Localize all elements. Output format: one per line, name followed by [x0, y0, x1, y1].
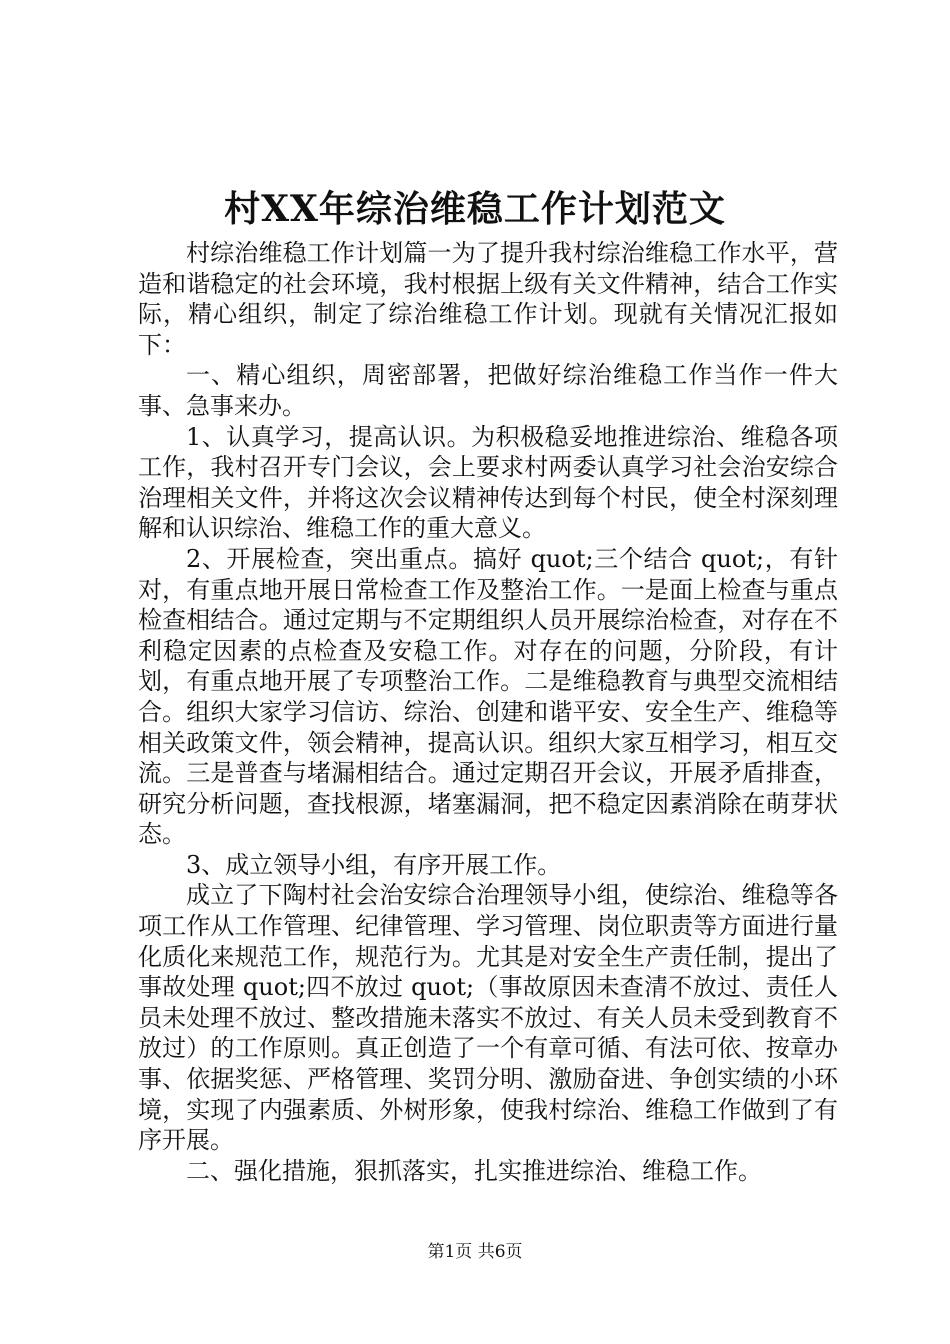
document-title: 村XX年综治维稳工作计划范文: [224, 188, 726, 230]
page-number-footer: 第1页 共6页: [427, 1242, 523, 1262]
paragraph-item-3-detail: 成立了下陶村社会治安综合治理领导小组，使综治、维稳等各项工作从工作管理、纪律管理、学习管理、岗位职责等方面进行量化质化来规范工作，规范行为。尤其是对安全生产责任制，提出了事故处理 quot;四不放过 quot;（事故原因未查清不放过、责任人员未处理不放过、整改措施未落实不放过、有关人员未受到教育不放过）的工作原则。真正创造了一个有章可循、有法可依、按章办事、依据奖惩、严格管理、奖罚分明、激励奋进、争创实绩的小环境，实现了内强素质、外树形象，使我村综治、维稳工作做到了有序开展。: [138, 881, 838, 1155]
paragraph-section-1-heading: 一、精心组织，周密部署，把做好综治维稳工作当作一件大事、急事来办。: [138, 361, 838, 420]
paragraph-item-1: 1、认真学习，提高认识。为积极稳妥地推进综治、维稳各项工作，我村召开专门会议，会上要求村两委认真学习社会治安综合治理相关文件，并将这次会议精神传达到每个村民，使全村深刻理解和认识综治、维稳工作的重大意义。: [138, 422, 838, 543]
paragraph-intro: 村综治维稳工作计划篇一为了提升我村综治维稳工作水平，营造和谐稳定的社会环境，我村根据上级有关文件精神，结合工作实际，精心组织，制定了综治维稳工作计划。现就有关情况汇报如下：: [138, 239, 838, 359]
paragraph-section-2-heading: 二、强化措施，狠抓落实，扎实推进综治、维稳工作。: [186, 1156, 762, 1185]
document-body: [138, 238, 838, 1186]
paragraph-item-3: 3、成立领导小组，有序开展工作。: [186, 850, 562, 879]
paragraph-item-2: 2、开展检查，突出重点。搞好 quot;三个结合 quot;，有针对，有重点地开展日常检查工作及整治工作。一是面上检查与重点检查相结合。通过定期与不定期组织人员开展综治检查，对存在不利稳定因素的点检查及安稳工作。对存在的问题，分阶段，有计划，有重点地开展了专项整治工作。二是维稳教育与典型交流相结合。组织大家学习信访、综治、创建和谐平安、安全生产、维稳等相关政策文件，领会精神，提高认识。组织大家互相学习，相互交流。三是普查与堵漏相结合。通过定期召开会议，开展矛盾排查，研究分析问题，查找根源，堵塞漏洞，把不稳定因素消除在萌芽状态。: [138, 544, 838, 849]
